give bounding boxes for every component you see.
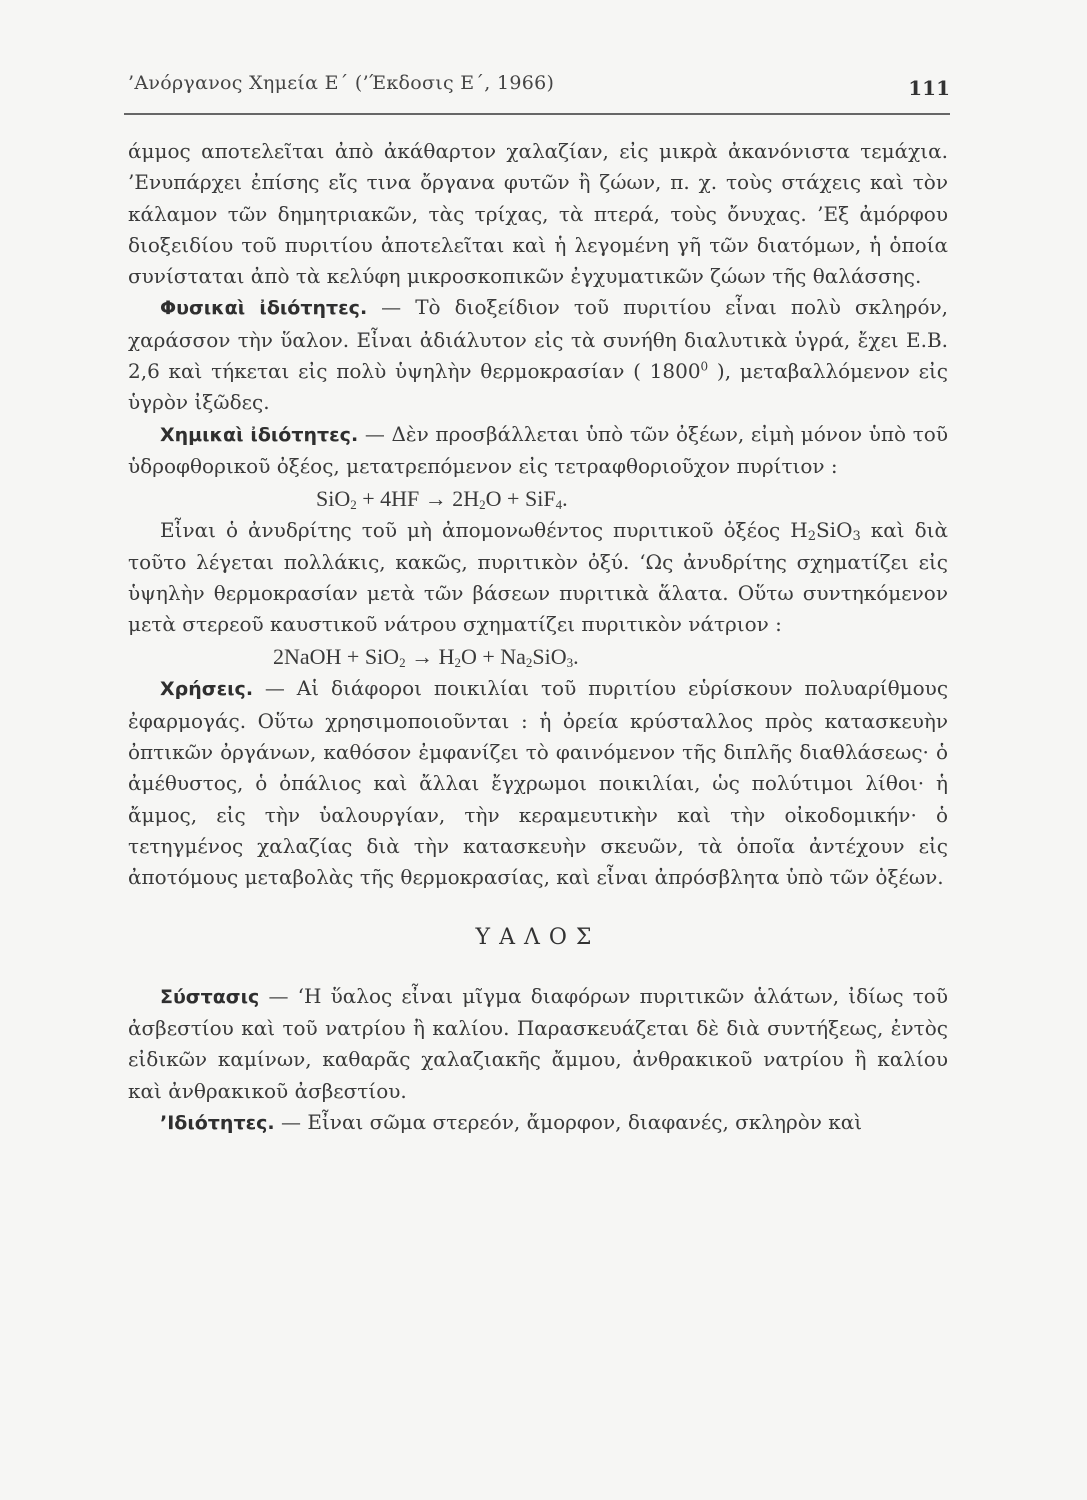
anhydride-paragraph: Εἶναι ὁ ἀνυδρίτης τοῦ μὴ ἀπομονωθέντος πυριτικοῦ ὀξέος $H_2SiO_3$ καὶ διὰ τοῦτο λέγεται πολλάκις, κακῶς, πυριτικὸν ὀξύ. ‘Ως ἀνυδρίτης σχηματίζει εἰς ὑψηλὴν θερμοκρασίαν μετὰ τῶν βάσεων πυριτικὰ ἅλατα. Οὕτω συντηκόμενον μετὰ στερεοῦ καυστικοῦ νάτρου σχηματίζει πυριτικὸν νάτριον :: [128, 518, 949, 637]
equation-hf-reaction: $SiO_2 + 4HF \to 2H_2O + SiF_4$.: [316, 486, 568, 513]
heading-dash: —: [364, 421, 385, 446]
equation-naoh-reaction: 2NaOH + $SiO_2 \to H_2O + Na_2SiO_3$.: [273, 644, 579, 671]
physical-properties-paragraph: [128, 292, 948, 418]
glass-properties-paragraph: [128, 1107, 948, 1139]
composition-paragraph: [128, 981, 948, 1107]
glass-section-title: ΥΑΛΟΣ: [475, 924, 601, 950]
uses-text: Αἱ διάφοροι ποικιλίαι τοῦ πυριτίου εὑρίσκουν πολυαρίθμους ἐφαρμογάς. Οὕτω χρησιμοποιοῦνται : ἡ ὀρεία κρύσταλλος πρὸς κατασκευὴν ὀπτικῶν ὀργάνων, καθόσον ἐμφανίζει τὸ φαινόμενον τῆς διπλῆς διαθλάσεως· ὁ ἀμέθυστος, ὁ ὀπάλιος καὶ ἄλλαι ἔγχρωμοι ποικιλίαι, ὡς πολύτιμοι λίθοι· ἡ ἄμμος, εἰς τὴν ὑαλουργίαν, τὴν κεραμευτικὴν καὶ τὴν οἰκοδομικήν· ὁ τετηγμένος χαλαζίας διὰ τὴν κατασκευὴν σκευῶν, τὰ ὁποῖα ἀντέχουν εἰς ἀποτόμους μεταβολὰς τῆς θερμοκρασίας, καὶ εἶναι ἀπρόσβλητα ὑπὸ τῶν ὀξέων.: [128, 676, 949, 890]
heading-dash: —: [381, 295, 402, 320]
chemical-properties-text: Δὲν προσβάλλεται ὑπὸ τῶν ὀξέων, εἰμὴ μόνον ὑπὸ τοῦ ὑδροφθορικοῦ ὀξέος, μετατρεπόμενον εἰς τετραφθοριοῦχον πυρίτιον :: [128, 421, 948, 478]
glass-properties-text: Εἶναι σῶμα στερεόν, ἄμορφον, διαφανές, σκληρὸν καὶ: [307, 1110, 863, 1135]
chemical-properties-heading: Χημικαὶ ἰδιότητες.: [160, 423, 359, 446]
uses-paragraph: [128, 673, 948, 893]
composition-heading: Σύστασις: [160, 985, 260, 1008]
heading-dash: —: [264, 676, 285, 701]
uses-heading: Χρήσεις.: [160, 678, 254, 701]
page-number: 111: [908, 76, 950, 100]
physical-properties-heading: Φυσικαὶ ἰδιότητες.: [160, 297, 368, 320]
intro-paragraph: άμμος αποτελεῖται ἀπὸ ἀκάθαρτον χαλαζίαν, εἰς μικρὰ ἀκανόνιστα τεμάχια. ’Ενυπάρχει ἐπίσης εἴς τινα ὄργανα φυτῶν ἢ ζώων, π. χ. τοὺς στάχεις καὶ τὸν κάλαμον τῶν δημητριακῶν, τὰς τρίχας, τὰ πτερά, τοὺς ὄνυχας. ’Εξ ἀμόρφου διοξειδίου τοῦ πυριτίου ἀποτελεῖται καὶ ἡ λεγομένη γῆ τῶν διατόμων, ἡ ὁποία συνίσταται ἀπὸ τὰ κελύφη μικροσκοπικῶν ἐγχυματικῶν ζώων τῆς θαλάσσης.: [128, 139, 948, 289]
running-title: ’Ανόργανος Χημεία Ε΄ (’Έκδοσις Ε΄, 1966): [128, 72, 555, 94]
heading-dash: —: [281, 1110, 301, 1135]
degree-mark: 0: [700, 359, 709, 374]
composition-text: ‘Η ὕαλος εἶναι μῖγμα διαφόρων πυριτικῶν ἁλάτων, ἰδίως τοῦ ἀσβεστίου καὶ τοῦ νατρίου ἢ καλίου. Παρασκευάζεται δὲ διὰ συντήξεως, ἐντὸς εἰδικῶν καμίνων, καθαρᾶς χαλαζιακῆς ἄμμου, ἀνθρακικοῦ νατρίου ἢ καλίου καὶ ἀνθρακικοῦ ἀσβεστίου.: [128, 983, 948, 1103]
heading-dash: —: [268, 983, 289, 1008]
glass-properties-heading: ’Ιδιότητες.: [160, 1112, 275, 1135]
physical-properties-text: Τὸ διοξείδιον τοῦ πυριτίου εἶναι πολὺ σκληρόν, χαράσσον τὴν ὕαλον. Εἶναι ἀδιάλυτον εἰς τὰ συνήθη διαλυτικὰ ὑγρά, ἔχει Ε.Β. 2,6 καὶ τήκεται εἰς πολὺ ὑψηλὴν θερμοκρασίαν ( 1800: [128, 295, 948, 384]
chemical-properties-paragraph: [128, 419, 948, 483]
header-rule: [124, 113, 950, 115]
physical-properties-text-end: ), μεταβαλλόμενον εἰς ὑγρὸν ἰξῶδες.: [128, 359, 948, 415]
page-body: [128, 136, 948, 1139]
